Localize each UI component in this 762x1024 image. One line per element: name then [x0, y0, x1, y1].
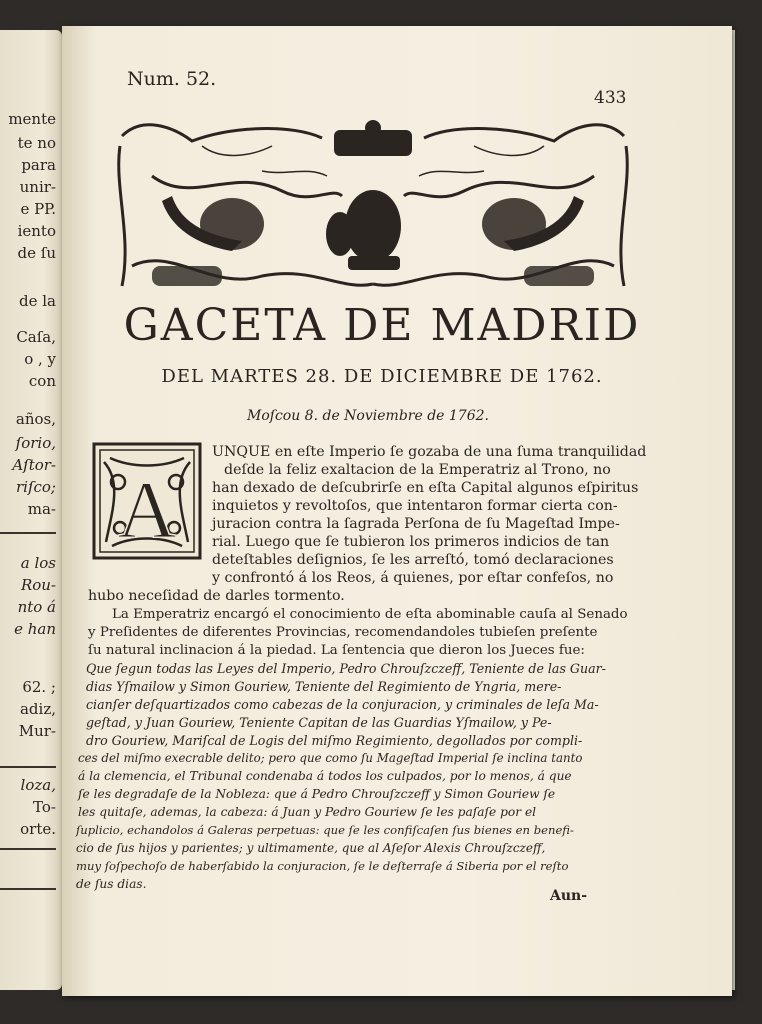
article-line: UNQUE en eſte Imperio ſe gozaba de una ſuma tranquilidad — [212, 444, 647, 460]
left-text-fragment: te no — [17, 134, 56, 152]
masthead-title: GACETA DE MADRID — [123, 300, 641, 351]
left-text-fragment: riſco; — [15, 478, 56, 496]
article-line: y confrontó á los Reos, á quienes, por eſtar confeſos, no — [212, 570, 614, 586]
article-line: ſe les degradaſe de la Nobleza: que á Pedro Chrouſzczeff y Simon Gouriew ſe — [78, 787, 556, 801]
article-line: les quitaſe, ademas, la cabeza: á Juan y Pedro Gouriew ſe les paſaſe por el — [78, 805, 537, 819]
article-line: dias Yſmailow y Simon Gouriew, Teniente del Regimiento de Yngria, mere- — [86, 679, 562, 694]
article-line: ſu natural inclinacion á la piedad. La ſentencia que dieron los Jueces fue: — [88, 643, 585, 658]
gazette-page — [62, 26, 732, 996]
left-text-fragment: o , y — [24, 350, 56, 368]
left-page-fragment — [0, 30, 62, 990]
catchword: Aun- — [550, 888, 588, 904]
article-line: Que ſegun todas las Leyes del Imperio, Pedro Chrouſzczeff, Teniente de las Guar- — [86, 661, 606, 676]
left-text-fragment: ſorio, — [15, 434, 56, 452]
article-line: La Emperatriz encargó el conocimiento de eſta abominable cauſa al Senado — [112, 607, 628, 622]
article-line: deſde la feliz exaltacion de la Emperatriz al Trono, no — [224, 462, 611, 478]
left-rule — [0, 532, 56, 534]
dateline: Moſcou 8. de Noviembre de 1762. — [247, 408, 489, 424]
left-text-fragment: loza, — [20, 776, 56, 794]
left-text-fragment: con — [28, 372, 56, 390]
article-line: han dexado de deſcubrirſe en eſta Capital algunos eſpiritus — [212, 480, 639, 496]
left-text-fragment: años, — [15, 410, 56, 428]
page-number: 433 — [594, 88, 627, 108]
left-text-fragment: e PP. — [20, 200, 56, 218]
left-text-fragment: a los — [20, 554, 56, 572]
dropcap-letter: A — [117, 464, 177, 555]
article-line: inquietos y revoltoſos, que intentaron formar cierta con- — [212, 498, 618, 514]
article-line: cianſer deſquartizados como cabezas de la conjuracion, y criminales de leſa Ma- — [86, 697, 599, 712]
article-line: deteſtables deſignios, ſe les arreſtó, tomó declaraciones — [212, 552, 614, 568]
left-text-fragment: To- — [33, 798, 56, 816]
article-line: rial. Luego que ſe tubieron los primeros indicios de tan — [212, 534, 610, 550]
left-text-fragment: de ſu — [17, 244, 56, 262]
left-text-fragment: Rou- — [20, 576, 56, 594]
issue-number: Num. 52. — [127, 68, 217, 90]
left-text-fragment: adiz, — [19, 700, 56, 718]
issue-date: DEL MARTES 28. DE DICIEMBRE DE 1762. — [161, 366, 603, 387]
left-rule — [0, 888, 56, 890]
royal-arms-ornament-icon — [112, 116, 634, 298]
left-text-fragment: iento — [17, 222, 56, 240]
left-text-fragment: de la — [19, 292, 56, 310]
left-text-fragment: Aſtor- — [12, 456, 56, 474]
left-text-fragment: orte. — [20, 820, 56, 838]
left-text-fragment: Mur- — [18, 722, 56, 740]
left-rule — [0, 766, 56, 768]
article-line: de ſus dias. — [76, 877, 147, 891]
article-line: á la clemencia, el Tribunal condenaba á todos los culpados, por lo menos, á que — [78, 769, 572, 783]
article-line: cio de ſus hijos y parientes; y ultimamente, que al Aſeſor Alexis Chrouſzczeff, — [76, 841, 546, 855]
left-text-fragment: ma- — [27, 500, 56, 518]
left-text-fragment: e han — [14, 620, 56, 638]
left-rule — [0, 848, 56, 850]
article-line: juracion contra la ſagrada Perſona de ſu Mageſtad Impe- — [212, 516, 620, 532]
article-line: dro Gouriew, Mariſcal de Logis del miſmo Regimiento, degollados por compli- — [86, 733, 583, 748]
left-text-fragment: Caſa, — [16, 328, 56, 346]
article-line: muy ſoſpechoſo de haberſabido la conjuracion, ſe le deſterraſe á Siberia por el reſto — [76, 859, 569, 873]
article-line: hubo neceſidad de darles tormento. — [88, 588, 345, 604]
article-line: ces del miſmo execrable delito; pero que como ſu Mageſtad Imperial ſe inclina tanto — [78, 751, 583, 765]
article-line: ſuplicio, echandolos á Galeras perpetuas: que ſe les confiſcaſen ſus bienes en benefi- — [76, 823, 574, 837]
left-text-fragment: nto á — [17, 598, 56, 616]
left-text-fragment: 62. ; — [22, 678, 56, 696]
left-text-fragment: para — [21, 156, 56, 174]
article-line: y Preſidentes de diferentes Provincias, recomendandoles tubieſen preſente — [88, 625, 598, 640]
decorated-initial-icon — [92, 442, 202, 560]
left-text-fragment: unir- — [19, 178, 56, 196]
article-line: geſtad, y Juan Gouriew, Teniente Capitan de las Guardias Yſmailow, y Pe- — [86, 715, 552, 730]
left-text-fragment: mente — [8, 110, 56, 128]
